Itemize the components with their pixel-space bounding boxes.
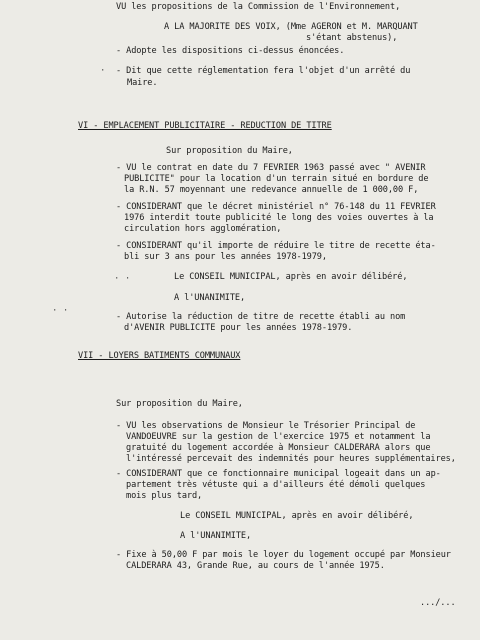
section-6-heading: VI - EMPLACEMENT PUBLICITAIRE - REDUCTION DE TITRE [78, 121, 332, 131]
scan-speck: · · [114, 274, 131, 284]
section-7-council: Le CONSEIL MUNICIPAL, après en avoir délibéré, [180, 511, 414, 521]
section-6-council: Le CONSEIL MUNICIPAL, après en avoir délibéré, [174, 272, 408, 282]
section-6-paragraph: - CONSIDERANT qu'il importe de réduire le titre de recette éta- [116, 241, 436, 251]
intro-bullet: - Adopte les dispositions ci-dessus énoncées. [116, 46, 345, 56]
intro-line: s'étant abstenus), [306, 33, 398, 43]
section-6-proposal: Sur proposition du Maire, [166, 146, 293, 156]
section-6-paragraph: la R.N. 57 moyennant une redevance annuelle de 1 000,00 F, [124, 185, 419, 195]
scan-speck: · · [52, 306, 69, 316]
section-7-paragraph: mois plus tard, [126, 491, 203, 501]
section-6-paragraph: - VU le contrat en date du 7 FEVRIER 1963 passé avec " AVENIR [116, 163, 426, 173]
intro-line: A LA MAJORITE DES VOIX, (Mme AGERON et M. MARQUANT [164, 22, 418, 32]
section-6-paragraph: PUBLICITE" pour la location d'un terrain situé en bordure de [124, 174, 429, 184]
section-6-paragraph: circulation hors agglomération, [124, 224, 282, 234]
section-7-paragraph: - CONSIDERANT que ce fonctionnaire municipal logeait dans un ap- [116, 469, 441, 479]
intro-bullet: - Dit que cette réglementation fera l'objet d'un arrêté du [116, 66, 411, 76]
section-7-decision: CALDERARA 43, Grande Rue, au cours de l'année 1975. [126, 561, 385, 571]
continued-marker: .../... [420, 598, 456, 608]
section-6-decision: - Autorise la réduction de titre de recette établi au nom [116, 312, 406, 322]
intro-line: VU les propositions de la Commission de l'Environnement, [116, 2, 401, 12]
section-6-unanimity: A l'UNANIMITE, [174, 293, 246, 303]
section-7-unanimity: A l'UNANIMITE, [180, 531, 252, 541]
section-6-paragraph: - CONSIDERANT que le décret ministériel n° 76-148 du 11 FEVRIER [116, 202, 436, 212]
section-6-paragraph: 1976 interdit toute publicité le long des voies ouvertes à la [124, 213, 434, 223]
section-7-paragraph: partement très vétuste qui a d'ailleurs été démoli quelques [126, 480, 426, 490]
section-6-paragraph: bli sur 3 ans pour les années 1978-1979, [124, 252, 327, 262]
section-7-proposal: Sur proposition du Maire, [116, 399, 243, 409]
section-7-paragraph: l'intéressé percevait des indemnités pour heures supplémentaires, [126, 454, 456, 464]
section-7-decision: - Fixe à 50,00 F par mois le loyer du logement occupé par Monsieur [116, 550, 451, 560]
section-7-paragraph: - VU les observations de Monsieur le Trésorier Principal de [116, 421, 416, 431]
section-7-paragraph: VANDOEUVRE sur la gestion de l'exercice 1975 et notamment la [126, 432, 431, 442]
intro-bullet: Maire. [127, 78, 158, 88]
scan-speck: · [100, 66, 106, 76]
section-6-decision: d'AVENIR PUBLICITE pour les années 1978-1979. [124, 323, 353, 333]
section-7-paragraph: gratuité du logement accordée à Monsieur CALDERARA alors que [126, 443, 431, 453]
section-7-heading: VII - LOYERS BATIMENTS COMMUNAUX [78, 351, 241, 361]
